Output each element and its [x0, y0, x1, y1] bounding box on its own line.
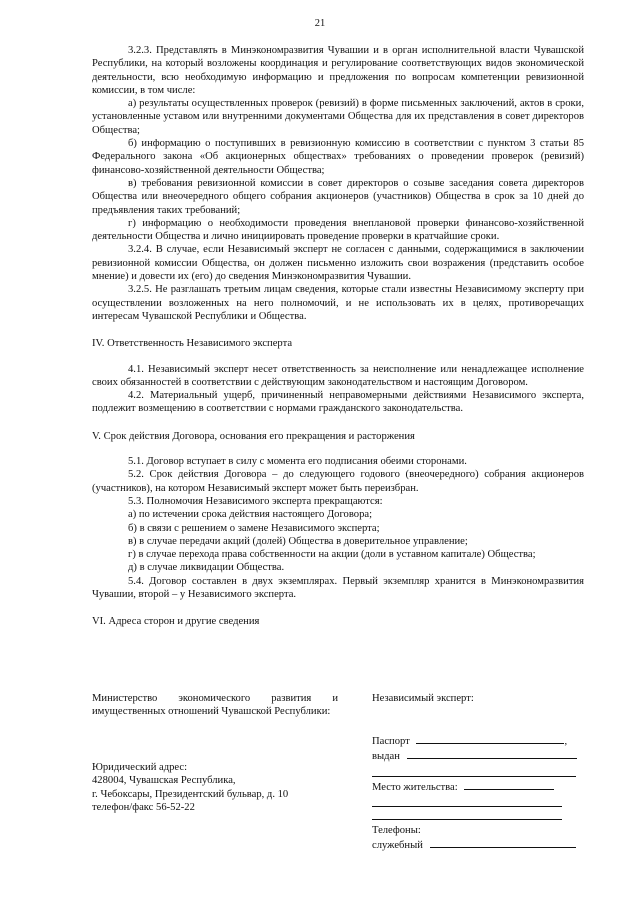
passport-row: Паспорт , [372, 733, 582, 748]
passport-label: Паспорт [372, 736, 410, 747]
work-phone-label: служебный [372, 840, 423, 852]
clause-5-3-d: д) в случае ликвидации Общества. [128, 562, 285, 574]
clause-3-2-4: 3.2.4. В случае, если Независимый эксперт не согласен с данными, содержащимися в заключении ревизионной комиссии Общества, он должен письменно изложить свои возражения (представить особое мнение) и довести их (его) до сведения Минэкономразвития Чувашии. [92, 244, 584, 283]
clause-3-2-3-b: б) информацию о поступивших в ревизионную комиссию в соответствии с пунктом 3 статьи 85 Федерального закона «Об акционерных обществах» требованиях о проведении проверок (ревизий) финансово-хозяйственной деятельности Общества; [92, 138, 584, 176]
expert-details [372, 733, 582, 852]
clause-3-2-3-a: а) результаты осуществленных проверок (ревизий) в форме письменных заключений, актов в сроки, установленные уставом или внутренними документами Общества для их представления в совет директоров Общества; [92, 98, 584, 136]
section-4-heading: IV. Ответственность Независимого эксперта [92, 338, 293, 350]
address-label: Юридический адрес: [92, 762, 188, 773]
ministry-block [92, 692, 338, 719]
residence-row [372, 779, 582, 794]
ministry-name: Министерство экономического развития и имущественных отношений Чувашской Республики: [92, 693, 338, 718]
main-text [92, 44, 584, 641]
page-number: 21 [314, 18, 326, 29]
clause-3-2-3: 3.2.3. Представлять в Минэкономразвития Чувашии и в орган исполнительной власти Чувашской Республики, на который возложены координация и регулирование соответствующих видов экономической деятельности, всю необходимую информацию и предложения по вопросам компетенции ревизионной комиссии, в том числе: [92, 45, 584, 96]
clause-5-4: 5.4. Договор составлен в двух экземплярах. Первый экземпляр хранится в Минэкономразвития Чувашии, второй – у Независимого эксперта. [92, 575, 584, 600]
expert-block [372, 692, 582, 705]
clause-5-3: 5.3. Полномочия Независимого эксперта прекращаются: [128, 495, 383, 507]
ministry-phone: телефон/факс 56-52-22 [92, 801, 195, 813]
section-6-heading: VI. Адреса сторон и другие сведения [92, 616, 260, 628]
clause-3-2-5: 3.2.5. Не разглашать третьим лицам сведения, которые стали известны Независимому эксперту при осуществлении возложенных на него полномочий, и не использовать их в целях, противоречащих интересам Чувашской Республики и Общества. [92, 284, 584, 322]
clause-3-2-3-v: в) требования ревизионной комиссии в совет директоров о созыве заседания совета директоров Общества или внеочередного общего собрания акционеров (участников) Общества в срок за 10 дней до предъявления таких требований; [92, 177, 584, 216]
clause-4-1: 4.1. Независимый эксперт несет ответственность за неисполнение или ненадлежащее исполнение своих обязанностей в соответствии с действующим законодательством и настоящим Договором. [92, 363, 584, 388]
work-phone-row [372, 837, 582, 852]
clause-3-2-3-g: г) информацию о необходимости проведения внеплановой проверки финансово-хозяйственной деятельности Общества и лично инициировать проведение проверки в кратчайшие сроки. [92, 217, 584, 243]
clause-5-3-a: а) по истечении срока действия настоящего Договора; [128, 509, 373, 521]
issued-label: выдан [372, 751, 400, 763]
issued-field[interactable] [407, 748, 577, 759]
clause-5-2: 5.2. Срок действия Договора – до следующего годового (внеочередного) собрания акционеров (участников), на котором Независимый эксперт может быть переизбран. [92, 469, 584, 494]
address-line-1: 428004, Чувашская Республика, [92, 775, 236, 787]
issued-field-continued[interactable] [372, 764, 576, 777]
phones-label: Телефоны: [372, 824, 421, 836]
residence-field[interactable] [464, 779, 554, 790]
clause-5-3-g: г) в случае перехода права собственности на акции (доли в уставном капитале) Общества; [128, 549, 536, 561]
address-line-2: г. Чебоксары, Президентский бульвар, д. 10 [92, 788, 289, 800]
ministry-address-block [92, 761, 352, 814]
clause-5-3-b: б) в связи с решением о замене Независимого эксперта; [128, 522, 380, 534]
residence-label: Место жительства: [372, 781, 458, 793]
issued-row [372, 748, 582, 763]
residence-field-line-3[interactable] [372, 807, 562, 820]
residence-field-line-2[interactable] [372, 794, 562, 807]
clause-4-2: 4.2. Материальный ущерб, причиненный неправомерными действиями Независимого эксперта, подлежит возмещению в соответствии с нормами гражданского законодательства. [92, 390, 584, 415]
clause-5-1: 5.1. Договор вступает в силу с момента его подписания обеими сторонами. [128, 456, 467, 468]
work-phone-field[interactable] [430, 837, 576, 848]
section-5-heading: V. Срок действия Договора, основания его прекращения и расторжения [92, 430, 415, 442]
passport-field[interactable] [416, 733, 564, 744]
clause-5-3-v: в) в случае передачи акций (долей) Общества в доверительное управление; [128, 535, 468, 547]
expert-label: Независимый эксперт: [372, 693, 474, 704]
